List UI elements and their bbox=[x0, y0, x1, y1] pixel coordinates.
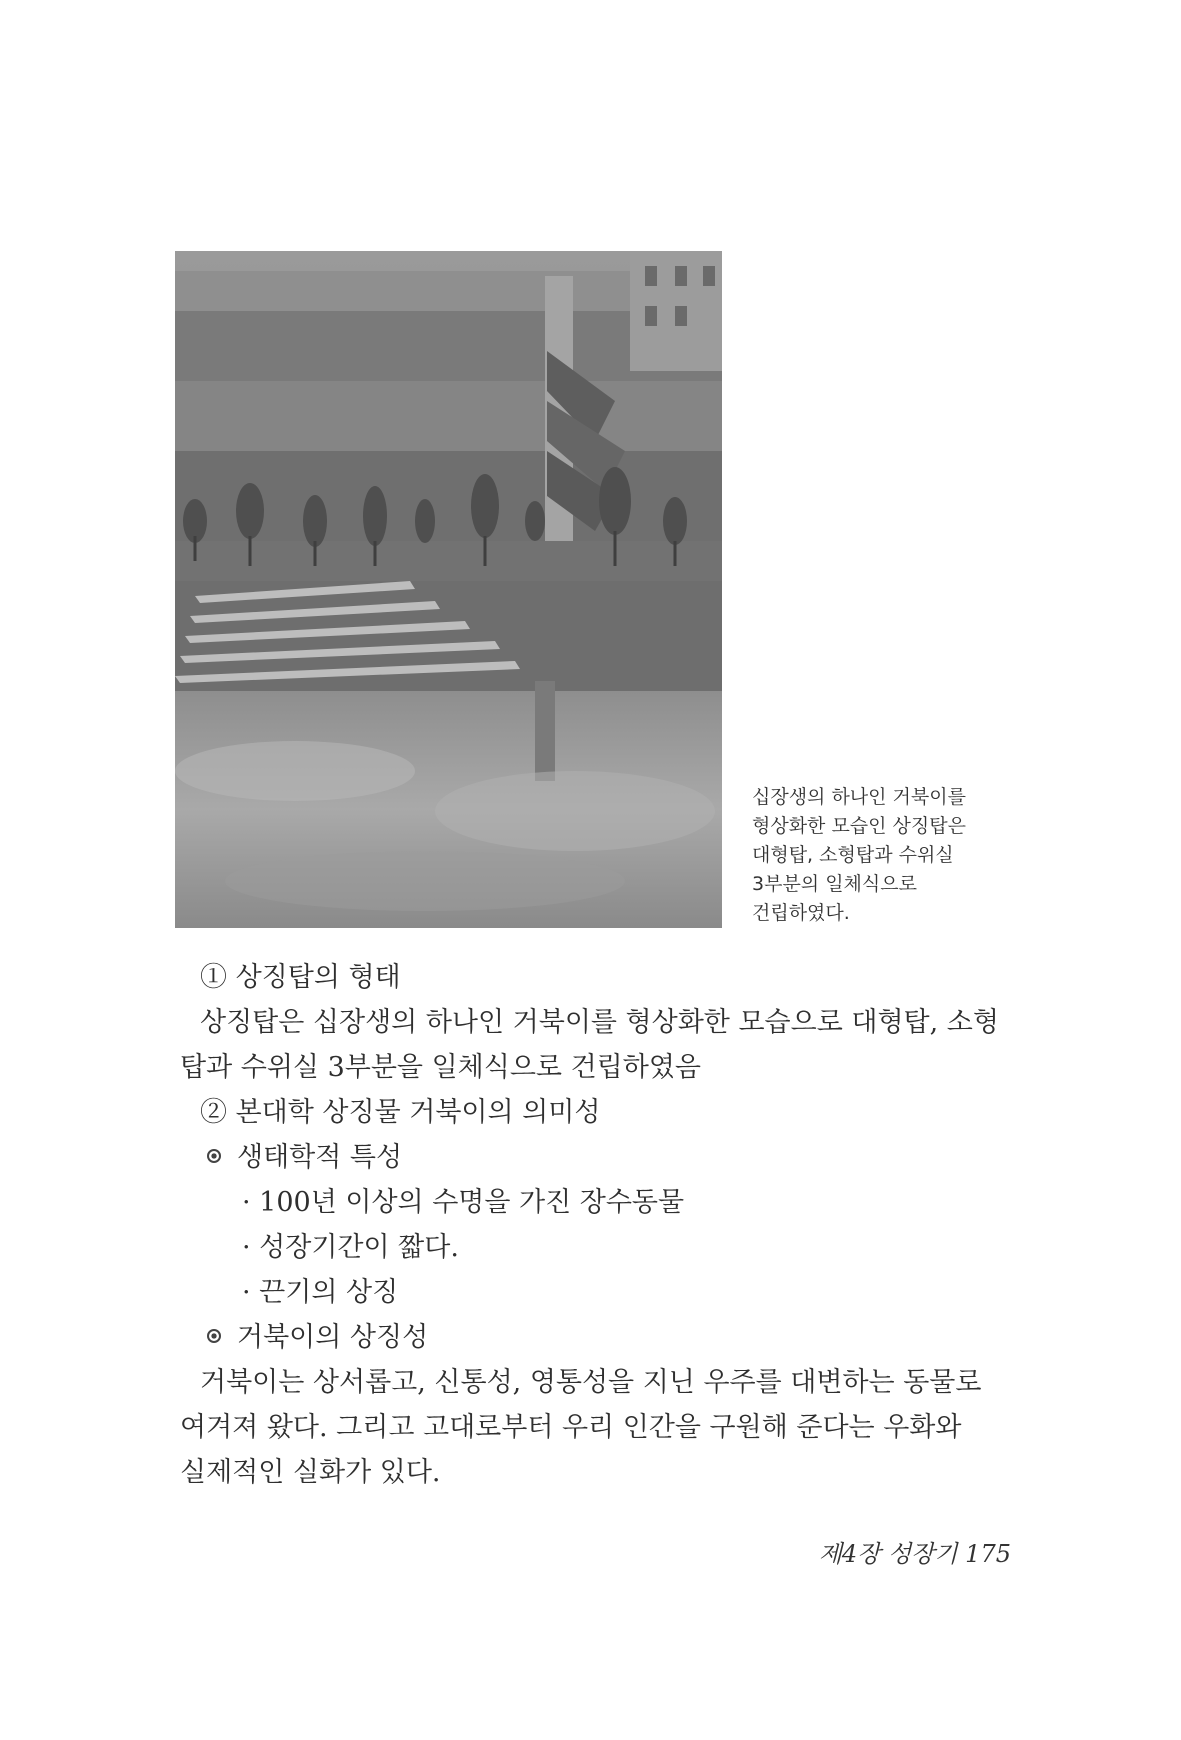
bullet-text: 거북이의 상징성 bbox=[237, 1322, 429, 1353]
caption-line: 대형탑, 소형탑과 수위실 bbox=[752, 844, 954, 866]
list-item: · 끈기의 상징 bbox=[242, 1277, 399, 1308]
bullet-item bbox=[180, 1135, 1020, 1180]
list-item: · 100년 이상의 수명을 가진 장수동물 bbox=[242, 1187, 685, 1218]
caption-line: 형상화한 모습인 상징탑은 bbox=[752, 815, 966, 837]
body-text bbox=[180, 955, 1020, 1495]
paragraph-line: 상징탑은 십장생의 하나인 거북이를 형상화한 모습으로 대형탑, 소형 bbox=[200, 1007, 999, 1038]
paragraph-line: 실제적인 실화가 있다. bbox=[180, 1457, 441, 1488]
bullet-text: 생태학적 특성 bbox=[237, 1142, 403, 1173]
list-item: · 성장기간이 짧다. bbox=[242, 1232, 459, 1263]
section-heading: ① 상징탑의 형태 bbox=[200, 962, 401, 993]
bullet-icon bbox=[207, 1329, 221, 1343]
bullet-item bbox=[180, 1315, 1020, 1360]
photo-symbol-tower bbox=[175, 251, 722, 928]
caption-line: 3부분의 일체식으로 bbox=[752, 873, 917, 895]
section-heading: ② 본대학 상징물 거북이의 의미성 bbox=[200, 1097, 601, 1128]
photo-image bbox=[175, 251, 722, 928]
paragraph-line: 여겨져 왔다. 그리고 고대로부터 우리 인간을 구원해 준다는 우화와 bbox=[180, 1412, 962, 1443]
caption-line: 십장생의 하나인 거북이를 bbox=[752, 786, 966, 808]
paragraph-line: 거북이는 상서롭고, 신통성, 영통성을 지닌 우주를 대변하는 동물로 bbox=[200, 1367, 982, 1398]
photo-caption bbox=[752, 783, 1012, 928]
paragraph-line: 탑과 수위실 3부분을 일체식으로 건립하였음 bbox=[180, 1052, 701, 1083]
caption-line: 건립하였다. bbox=[752, 902, 850, 924]
page-folio: 제4장 성장기 175 bbox=[818, 1540, 1011, 1568]
bullet-icon bbox=[207, 1149, 221, 1163]
